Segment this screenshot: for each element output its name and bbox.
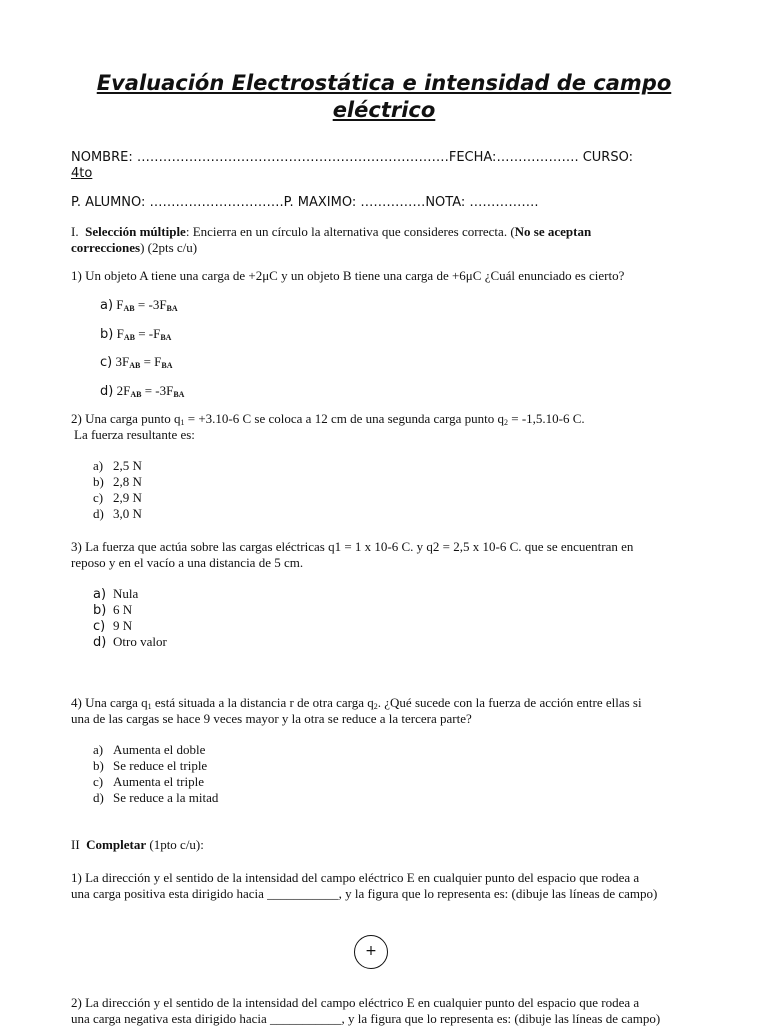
completion-2-text: 2) La dirección y el sentido de la intensidad del campo eléctrico E en cualquier punto del espacio que rodea a (71, 995, 640, 1010)
section-1-numeral: I. (71, 224, 79, 239)
section-2-heading: Completar (86, 837, 147, 852)
score-line (71, 195, 539, 210)
q1-option-c-label: c) (100, 355, 113, 370)
section-1-instruction-text: : Encierra en un círculo la alternativa que consideres correcta. ( (185, 224, 515, 239)
section-1-points: ) (2pts c/u) (140, 240, 198, 255)
q2-option-a[interactable]: a) 2,5 N (93, 458, 142, 473)
section-2-points: (1pto c/u): (146, 837, 204, 852)
question-4-text-cont: una de las cargas se hace 9 veces mayor y la otra se reduce a la tercera parte? (71, 711, 472, 726)
q1-option-a-label: a) (100, 298, 114, 313)
title-line-2: eléctrico (332, 98, 436, 122)
q1-option-b[interactable]: b) $F_{AB} = -F_{BA}$ (100, 326, 172, 342)
section-1-instructions (71, 224, 591, 240)
question-4-text: 4) Una carga $q_1$ está situada a la distancia r de otra carga $q_2$. ¿Qué sucede con la fuerza de acción entre ellas si (71, 695, 642, 711)
completion-1-text-cont: una carga positiva esta dirigido hacia ___________, y la figura que lo representa es: (dibuje las líneas de campo) (71, 886, 658, 901)
q1-option-d[interactable]: d) $2F_{AB} = -3F_{BA}$ (100, 383, 185, 399)
section-2-heading-line (71, 837, 204, 853)
q4-option-b[interactable]: b) Se reduce el triple (93, 758, 208, 773)
title-line-1: Evaluación Electrostática e intensidad de campo (96, 71, 672, 95)
completion-2-text-cont: una carga negativa esta dirigido hacia ___________, y la figura que lo representa es: (dibuje las líneas de campo) (71, 1011, 661, 1026)
nombre-fecha-curso-label: NOMBRE: ………………………………………………………………FECHA:………………. CURSO: (71, 150, 633, 165)
page-title (60, 70, 708, 124)
q1-option-a[interactable]: a) $F_{AB} = -3F_{BA}$ (100, 297, 178, 313)
q3-option-b[interactable]: b) 6 N (93, 602, 133, 618)
question-3-text: 3) La fuerza que actúa sobre las cargas eléctricas q1 = 1 x 10-6 C. y q2 = 2,5 x 10-6 C. que se encuentran en (71, 539, 634, 554)
curso-value-line (71, 166, 92, 181)
section-2-numeral: II (71, 837, 80, 852)
q3-option-d[interactable]: d) Otro valor (93, 634, 167, 650)
completion-1-text: 1) La dirección y el sentido de la intensidad del campo eléctrico E en cualquier punto del espacio que rodea a (71, 870, 640, 885)
q1-option-d-label: d) (100, 384, 114, 399)
curso-value: 4to (71, 166, 93, 181)
q1-option-c[interactable]: c) $3F_{AB} = F_{BA}$ (100, 354, 173, 370)
q2-option-b[interactable]: b) 2,8 N (93, 474, 142, 489)
question-1-text: 1) Un objeto A tiene una carga de +2μC y un objeto B tiene una carga de +6μC ¿Cuál enunciado es cierto? (71, 268, 625, 283)
plus-icon: + (365, 943, 377, 959)
no-corrections-2: correcciones (71, 240, 141, 255)
q1-option-b-label: b) (100, 327, 114, 342)
no-corrections-1: No se aceptan (514, 224, 592, 239)
section-1-heading: Selección múltiple (85, 224, 186, 239)
question-3-text-cont: reposo y en el vacío a una distancia de 5 cm. (71, 555, 304, 570)
section-1-instructions-cont (71, 240, 197, 256)
question-2-text-cont: La fuerza resultante es: (74, 427, 195, 442)
q3-option-a[interactable]: a) Nula (93, 586, 139, 602)
q3-option-c[interactable]: c) 9 N (93, 618, 133, 634)
q4-option-c[interactable]: c) Aumenta el triple (93, 774, 204, 789)
q2-option-c[interactable]: c) 2,9 N (93, 490, 142, 505)
name-date-line (71, 150, 633, 165)
positive-charge-circle[interactable] (354, 935, 388, 969)
alumno-maximo-nota-label: P. ALUMNO: ………………………….P. MAXIMO: ……………NOTA: ……………. (71, 195, 539, 210)
q4-option-a[interactable]: a) Aumenta el doble (93, 742, 206, 757)
q4-option-d[interactable]: d) Se reduce a la mitad (93, 790, 219, 805)
question-2-text: 2) Una carga punto $q_1 = +3.10-6$ C se coloca a 12 cm de una segunda carga punto $q_2 = -1,5.10-6$ C. (71, 411, 585, 427)
q2-option-d[interactable]: d) 3,0 N (93, 506, 142, 521)
